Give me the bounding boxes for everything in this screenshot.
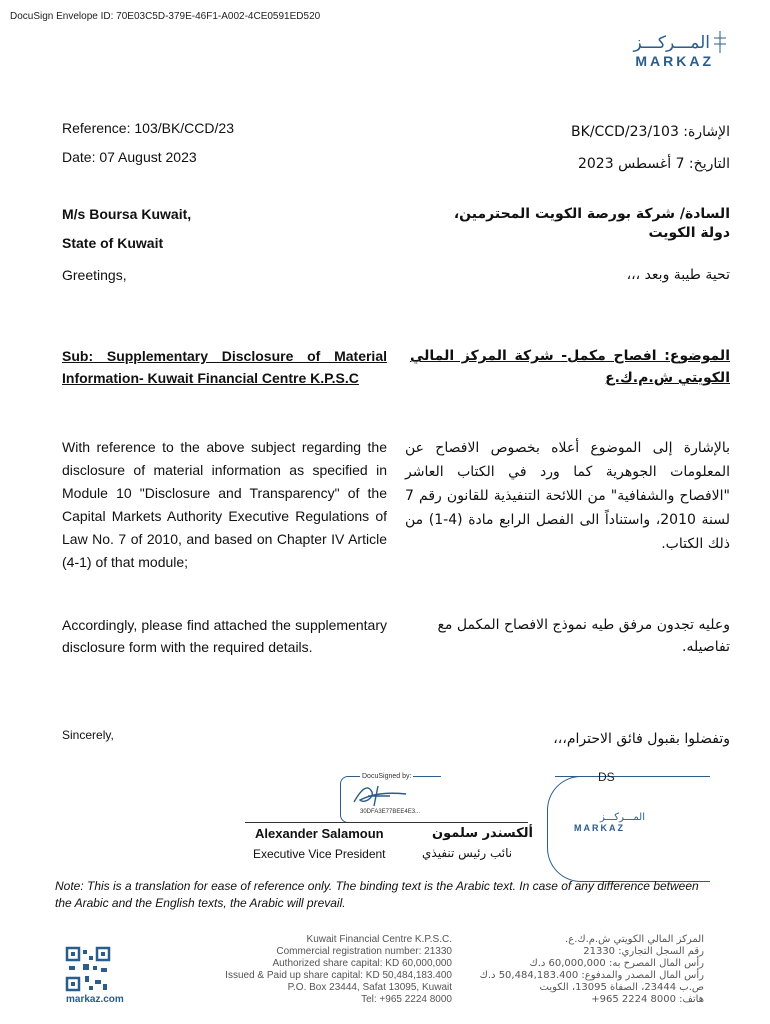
docusign-id: 30DFA3E77BEE4E3... [360,809,421,815]
date-ar: التاريخ: 7 أغسطس 2023 [577,156,730,172]
addressee-en: M/s Boursa Kuwait, [62,206,192,222]
company-stamp-frame [547,776,710,882]
footer-en-line: Commercial registration number: 21330 [276,946,452,957]
logo-mark-icon [714,31,726,61]
stamp-line [555,776,590,777]
signature-image [350,782,410,808]
footer-english [200,934,452,1006]
ds-label: DS [598,770,615,784]
markaz-logo-arabic: المـــركـــز [633,33,710,53]
reference-en: Reference: 103/BK/CCD/23 [62,120,234,136]
subject-ar: الموضوع: افصاح مكمل- شركة المركز المالي الكويتي ش.م.ك.ع [410,348,730,386]
body-paragraph-1-ar: بالإشارة إلى الموضوع أعلاه بخصوص الافصاح عن المعلومات الجوهرية كما ورد في الكتاب العاشر "الافصاح والشفافية" من اللائحة التنفيذية للقانون رقم 7 لسنة 2010، واستناداً الى الفصل الرابع مادة (4-1) من ذلك الكتاب. [405,440,730,552]
closing-en: Sincerely, [62,728,114,742]
website-link[interactable]: markaz.com [66,994,124,1005]
reference-ar: الإشارة: 103/BK/CCD/23 [571,124,730,140]
footer-en-line: Tel: +965 2224 8000 [361,994,452,1005]
footer-arabic [474,934,704,1006]
footer-ar-line: رأس المال المصدر والمدفوع: 50,484,183.400 د.ك [479,970,704,981]
stamp-logo-arabic: المـــركـــز [600,812,645,823]
footer-ar-line: المركز المالي الكويتي ش.م.ك.ع. [565,934,704,945]
qr-code-icon [65,946,111,992]
footer-ar-line: رأس المال المصرح به: 60,000,000 د.ك [529,958,704,969]
body-paragraph-2-en: Accordingly, please find attached the supplementary disclosure form with the required details. [62,617,387,655]
translation-note: Note: This is a translation for ease of reference only. The binding text is the Arabic text. In case of any difference between the Arabic and the English texts, the Arabic will prevail. [55,879,699,910]
footer-ar-line: رقم السجل التجاري: 21330 [583,946,704,957]
markaz-logo-english: MARKAZ [635,53,714,69]
footer-ar-line: هاتف: 8000 2224 965+ [591,994,704,1005]
signature-line [245,822,528,823]
signer-name-en: Alexander Salamoun [255,826,384,841]
signer-title-en: Executive Vice President [253,847,386,861]
stamp-logo-english: MARKAZ [574,823,625,833]
envelope-id: DocuSign Envelope ID: 70E03C5D-379E-46F1-A002-4CE0591ED520 [10,11,321,22]
body-paragraph-1-en: With reference to the above subject regarding the disclosure of material information as specified in Module 10 "Disclosure and Transparency" of the Capital Markets Authority Executive Regulations of Law No. 7 of 2010, and based on Chapter IV Article (4-1) of that module; [62,439,387,570]
footer-en-line: Kuwait Financial Centre K.P.S.C. [306,934,452,945]
signer-title-ar: نائب رئيس تنفيذي [422,846,513,860]
docusign-label: DocuSigned by: [362,773,412,780]
state-en: State of Kuwait [62,235,164,251]
closing-ar: وتفضلوا بقبول فائق الاحترام،،، [553,731,730,747]
subject-en: Sub: Supplementary Disclosure of Material Information- Kuwait Financial Centre K.P.S.C [62,348,387,386]
greeting-ar: تحية طيبة وبعد ،،، [626,267,730,283]
addressee-ar: السادة/ شركة بورصة الكويت المحترمين، [453,206,730,222]
footer-ar-line: ص.ب 23444، الصفاة 13095، الكويت [539,982,704,993]
footer-en-line: P.O. Box 23444, Safat 13095, Kuwait [287,982,452,993]
body-paragraph-2-ar: وعليه تجدون مرفق طيه نموذج الافصاح المكمل مع تفاصيله. [437,617,730,655]
signer-name-ar: ألكسندر سلمون [432,826,534,841]
state-ar: دولة الكويت [648,225,730,241]
footer-en-line: Issued & Paid up share capital: KD 50,484,183.400 [225,970,452,981]
date-en: Date: 07 August 2023 [62,149,197,165]
footer-en-line: Authorized share capital: KD 60,000,000 [272,958,452,969]
greeting-en: Greetings, [62,267,127,283]
